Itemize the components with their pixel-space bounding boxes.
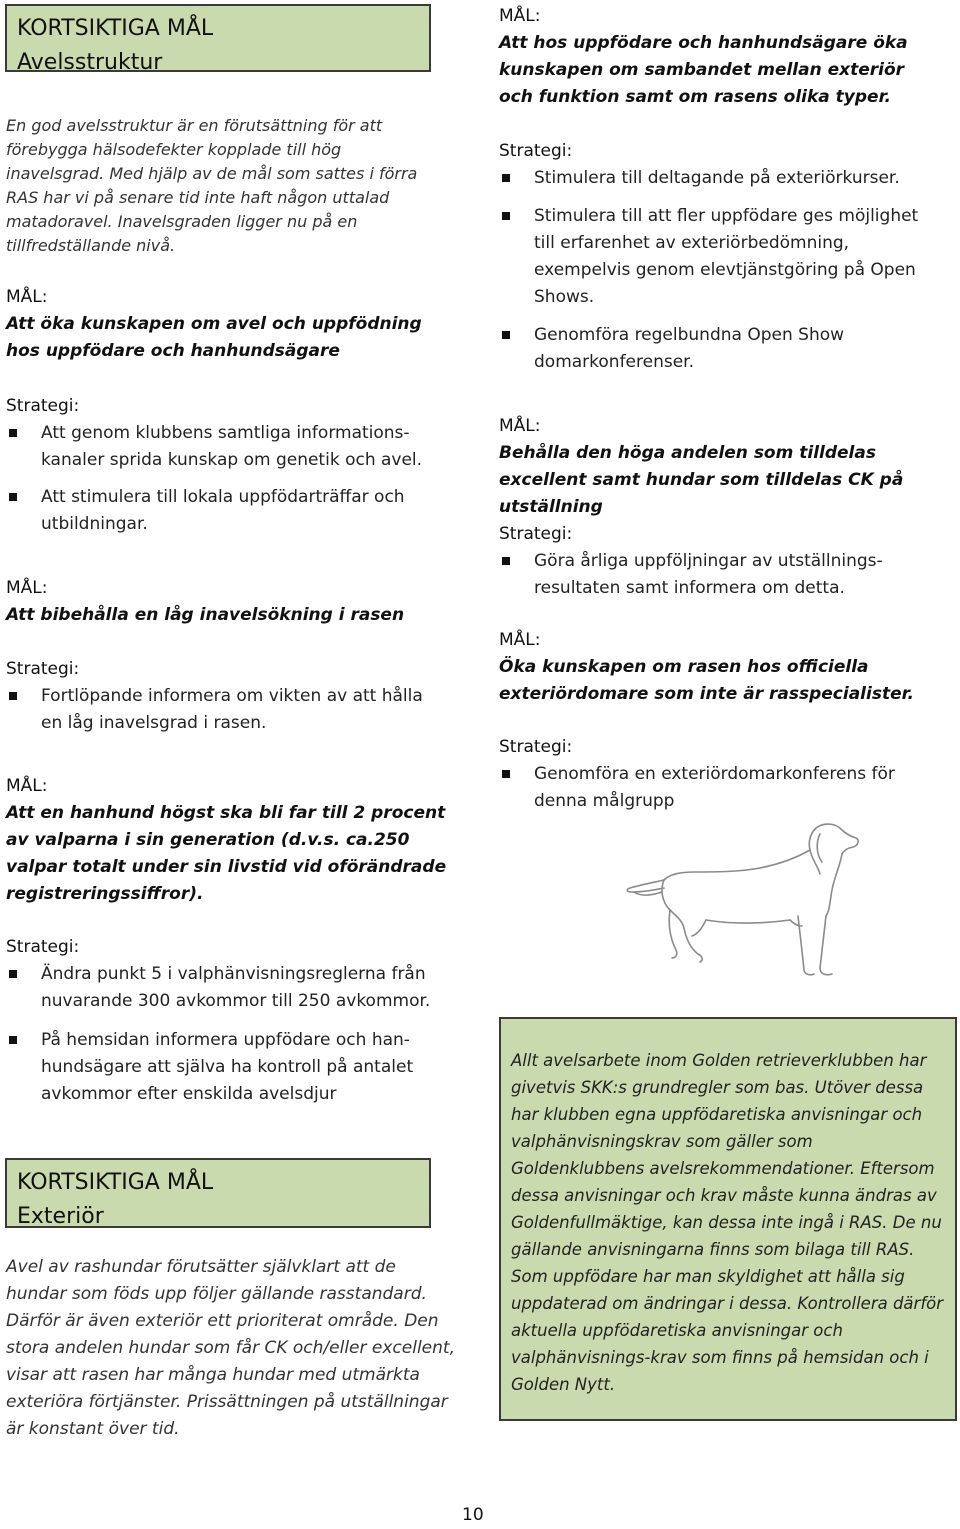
goal-text: Att bibehålla en låg inavelsökning i rasen xyxy=(6,605,405,625)
list-item: Att stimulera till lokala uppfödarträffar och utbildningar. xyxy=(6,484,438,538)
strategy-label: Strategi: xyxy=(6,937,80,957)
list-item: Att genom klubbens samtliga informations-kanaler sprida kunskap om genetik och avel. xyxy=(6,420,438,474)
heading-subtitle: Avelsstruktur xyxy=(17,50,163,75)
intro-paragraph: En god avelsstruktur är en förutsättning för att förebygga hälsodefekter kopplade till hög inavelsgrad. Med hjälp av de mål som sattes i förra RAS har vi på senare tid inte haft någon uttalad matadoravel. Inavelsgraden ligger nu på en tillfredställande nivå. xyxy=(6,116,418,255)
list-item: Genomföra regelbundna Open Show domarkonferenser. xyxy=(499,322,899,376)
goal-label: MÅL: xyxy=(6,287,48,307)
goal-label: MÅL: xyxy=(6,578,48,598)
page-number: 10 xyxy=(462,1505,484,1525)
goal-text: Att en hanhund högst ska bli far till 2 procent av valparna i sin generation (d.v.s. ca.250 valpar totalt under sin livstid vid oförändrade registreringssiffror). xyxy=(6,803,447,904)
list-item: Fortlöpande informera om vikten av att hålla en låg inavelsgrad i rasen. xyxy=(6,683,446,737)
strategy-label: Strategi: xyxy=(499,737,573,757)
goal-label: MÅL: xyxy=(499,416,541,436)
list-item: Genomföra en exteriördomarkonferens för denna målgrupp xyxy=(499,761,939,815)
strategy-label: Strategi: xyxy=(6,659,80,679)
strategy-label: Strategi: xyxy=(499,524,573,544)
goal-text: Behålla den höga andelen som tilldelas excellent samt hundar som tilldelas CK på utställning xyxy=(499,443,904,517)
heading-title: KORTSIKTIGA MÅL xyxy=(17,16,214,41)
list-item: Stimulera till deltagande på exteriörkurser. xyxy=(499,165,949,192)
list-item: Stimulera till att fler uppfödare ges möjlighet till erfarenhet av exteriörbedömning, exempelvis genom elevtjänstgöring på Open Shows. xyxy=(499,203,944,311)
list-item: Göra årliga uppföljningar av utställnings-resultaten samt informera om detta. xyxy=(499,548,929,602)
list-item: På hemsidan informera uppfödare och han-hundsägare att själva ha kontroll på antalet avkommor efter enskilda avelsdjur xyxy=(6,1027,436,1108)
info-box xyxy=(499,1017,957,1421)
strategy-label: Strategi: xyxy=(499,141,573,161)
heading-subtitle: Exteriör xyxy=(17,1204,104,1229)
goal-label: MÅL: xyxy=(499,6,541,26)
list-item: Ändra punkt 5 i valphänvisningsreglerna från nuvarande 300 avkommor till 250 avkommor. xyxy=(6,961,456,1015)
strategy-label: Strategi: xyxy=(6,396,80,416)
goal-label: MÅL: xyxy=(499,630,541,650)
info-box-text: Allt avelsarbete inom Golden retrieverklubben har givetvis SKK:s grundregler som bas. Utöver dessa har klubben egna uppfödaretiska anvisningar och valphänvisningskrav som gäller som Goldenklubbens avelsrekommendationer. Eftersom dessa anvisningar och krav måste kunna ändras av Goldenfullmäktige, kan dessa inte ingå i RAS. De nu gällande anvisningarna finns som bilaga till RAS. Som uppfödare har man skyldighet att hålla sig uppdaterad om ändringar i dessa. Kontrollera därför aktuella uppfödaretiska anvisningar och valphänvisnings-krav som finns på hemsidan och i Golden Nytt. xyxy=(511,1051,944,1394)
goal-text: Att öka kunskapen om avel och uppfödning hos uppfödare och hanhundsägare xyxy=(6,314,422,361)
goal-label: MÅL: xyxy=(6,776,48,796)
heading-box-avelsstruktur xyxy=(5,4,431,75)
exterior-paragraph: Avel av rashundar förutsätter självklart att de hundar som föds upp följer gällande rasstandard. Därför är även exteriör ett prioriterat område. Den stora andelen hundar som får CK och/eller excellent, visar att rasen har många hundar med utmärkta exteriöra förtjänster. Prissättningen på utställningar är konstant över tid. xyxy=(6,1257,455,1439)
heading-box-exterior xyxy=(5,1158,431,1228)
goal-text: Att hos uppfödare och hanhundsägare öka kunskapen om sambandet mellan exteriör och funktion samt om rasens olika typer. xyxy=(499,33,908,107)
heading-title: KORTSIKTIGA MÅL xyxy=(17,1170,214,1195)
goal-text: Öka kunskapen om rasen hos officiella exteriördomare som inte är rasspecialister. xyxy=(499,657,915,704)
golden-retriever-outline-icon xyxy=(620,820,865,985)
